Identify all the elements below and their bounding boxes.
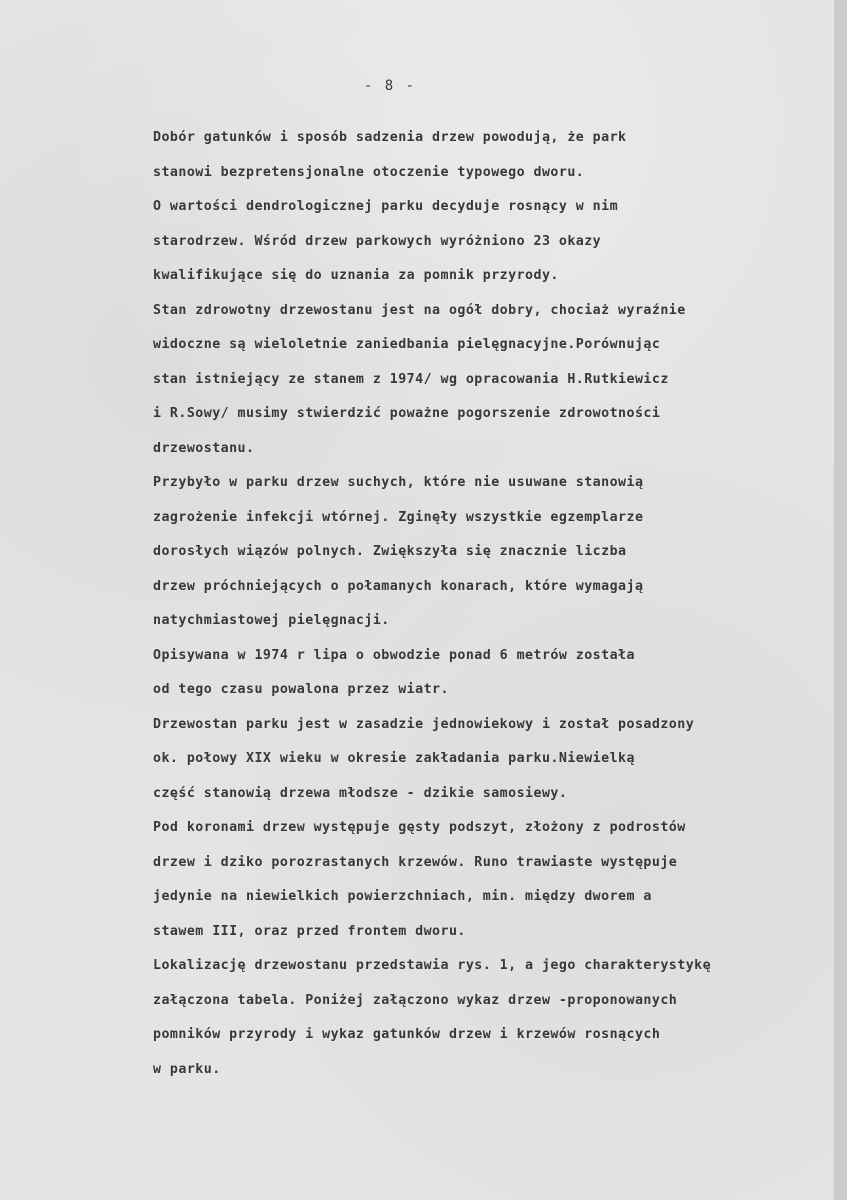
text-line: ok. połowy XIX wieku w okresie zakładania parku.Niewielką <box>153 751 635 766</box>
text-line: kwalifikujące się do uznania za pomnik przyrody. <box>153 268 559 283</box>
page-edge <box>834 0 847 1200</box>
text-line: starodrzew. Wśród drzew parkowych wyróżniono 23 okazy <box>153 233 602 249</box>
text-line: Opisywana w 1974 r lipa o obwodzie ponad 6 metrów została <box>153 647 635 663</box>
text-line: Drzewostan parku jest w zasadzie jednowiekowy i został posadzony <box>153 716 695 732</box>
body-text <box>153 128 833 1094</box>
text-line: O wartości dendrologicznej parku decyduje rosnący w nim <box>153 199 619 214</box>
text-line: drzew próchniejących o połamanych konarach, które wymagają <box>153 578 644 594</box>
text-line: natychmiastowej pielęgnacji. <box>153 613 390 628</box>
text-line: stanowi bezpretensjonalne otoczenie typowego dworu. <box>153 164 585 180</box>
text-line: Stan zdrowotny drzewostanu jest na ogół dobry, chociaż wyraźnie <box>153 302 686 318</box>
text-line: i R.Sowy/ musimy stwierdzić poważne pogorszenie zdrowotności <box>153 406 661 421</box>
text-line: stawem III, oraz przed frontem dworu. <box>153 923 466 939</box>
text-line: drzewostanu. <box>153 440 255 456</box>
text-line: stan istniejący ze stanem z 1974/ wg opracowania H.Rutkiewicz <box>153 371 669 387</box>
text-line: załączona tabela. Poniżej załączono wykaz drzew -proponowanych <box>153 992 678 1008</box>
text-line: drzew i dziko porozrastanych krzewów. Runo trawiaste występuje <box>153 854 678 870</box>
text-line: Pod koronami drzew występuje gęsty podszyt, złożony z podrostów <box>153 820 686 835</box>
text-line: w parku. <box>153 1061 221 1077</box>
page-number: - 8 - <box>363 78 417 94</box>
text-line: pomników przyrody i wykaz gatunków drzew i krzewów rosnących <box>153 1027 661 1042</box>
text-line: dorosłych wiązów polnych. Zwiększyła się znacznie liczba <box>153 544 627 559</box>
text-line: widoczne są wieloletnie zaniedbania pielęgnacyjne.Porównując <box>153 337 661 352</box>
text-line: Przybyło w parku drzew suchych, które nie usuwane stanowią <box>153 475 644 490</box>
text-line: jedynie na niewielkich powierzchniach, min. między dworem a <box>153 889 652 904</box>
text-line: zagrożenie infekcji wtórnej. Zginęły wszystkie egzemplarze <box>153 509 644 525</box>
text-line: część stanowią drzewa młodsze - dzikie samosiewy. <box>153 785 568 801</box>
text-line: Dobór gatunków i sposób sadzenia drzew powodują, że park <box>153 130 627 145</box>
text-line: Lokalizację drzewostanu przedstawia rys. 1, a jego charakterystykę <box>153 958 712 973</box>
text-line: od tego czasu powalona przez wiatr. <box>153 682 449 697</box>
